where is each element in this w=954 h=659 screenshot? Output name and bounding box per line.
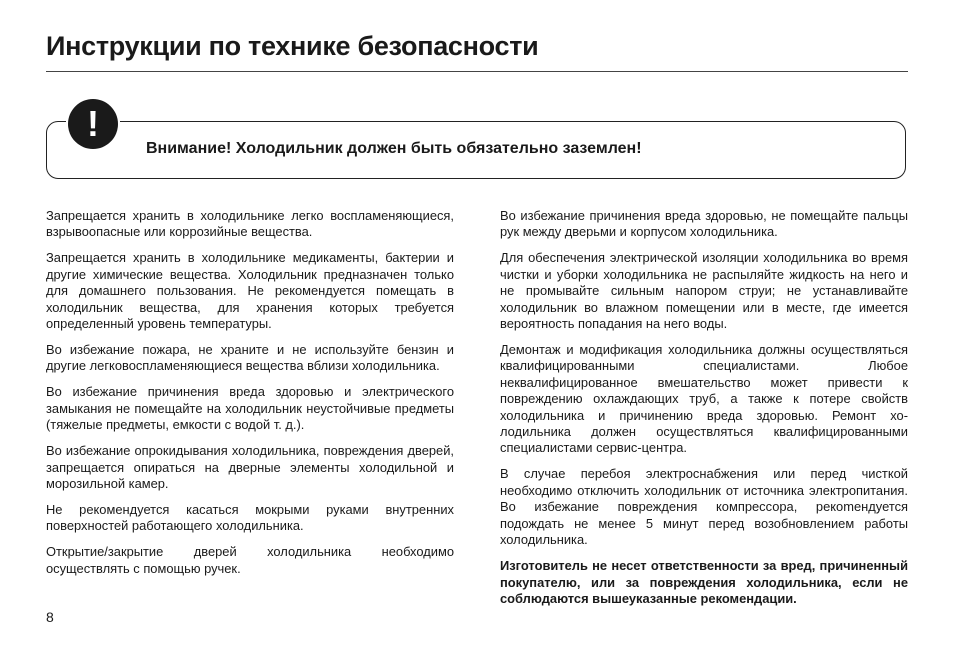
left-column (46, 208, 454, 587)
safety-paragraph: Во избежание причинения вреда здоровью и электрического замыкания не помещайте на холодильник неустойчивые предметы (тяжелые предметы, емкости с водой т. д.). (46, 384, 454, 433)
warning-icon-wrapper (66, 99, 120, 149)
warning-text: Внимание! Холодильник должен быть обязательно заземлен! (146, 140, 642, 157)
safety-paragraph: Не рекомендуется касаться мокрыми руками внутренних поверхностей работающего холодильника. (46, 502, 454, 534)
page-number: 8 (46, 609, 54, 625)
safety-paragraph: В случае перебоя электроснабжения или перед чисткой необходимо отключить холодильник от источника электропитания. Во избежание повреждения компрессора, рекоmендуется подождать не менее 5 минут перед возобновлением работы холодильника. (500, 466, 908, 548)
safety-paragraph: Во избежание опрокидывания холодильника, повреждения дверей, запрещается опираться на дверные элементы холодильной и морозильной камер. (46, 443, 454, 492)
safety-paragraph: Запрещается хранить в холодильнике медикаменты, бактерии и другие химические вещества. Холодильник предназначен только для домашнего пользования. Не рекомендуется помещать в холодильник вещества, для хранения которых требуется определенный уровень температуры. (46, 250, 454, 332)
manufacturer-disclaimer: Изготовитель не несет ответственности за вред, причиненный покупателю, или за повреждения холодильника, если не соблюдаются вышеуказанные рекомендации. (500, 558, 908, 606)
right-column (500, 208, 908, 617)
safety-paragraph: Демонтаж и модификация холодильника должны осуществляться квалифицированными специалистами. Любое неквалифицированное вмешательство может привести к повреждению охлаждающих труб, а также к потере свойств холодильника и причинению вреда здоровью. Ремонт холодильника должен осуществляться квалифицированными специалистами сервис-центра. (500, 342, 908, 456)
title-divider (46, 71, 908, 72)
safety-paragraph: Запрещается хранить в холодильнике легко воспламеняющиеся, взрывоопасные или коррозийные вещества. (46, 208, 454, 240)
safety-paragraph: Во избежание причинения вреда здоровью, не помещайте пальцы рук между дверьми и корпусом холодильника. (500, 208, 908, 240)
safety-paragraph: Для обеспечения электрической изоляции холодильника во время чистки и уборки холодильника не распыляйте жидкость на него и не промывайте сильным напором струи; не устанавливайте холодильник во влажном помещении или в месте, где имеется вероятность попадания на него воды. (500, 250, 908, 332)
safety-paragraph: Во избежание пожара, не храните и не используйте бензин и другие легковоспламеняющиеся вещества вблизи холодильника. (46, 342, 454, 374)
safety-paragraph: Открытие/закрытие дверей холодильника необходимо осуществлять с помощью ручек. (46, 544, 454, 576)
exclamation-icon: ! (68, 99, 118, 149)
page-title: Инструкции по технике безопасности (46, 31, 539, 61)
